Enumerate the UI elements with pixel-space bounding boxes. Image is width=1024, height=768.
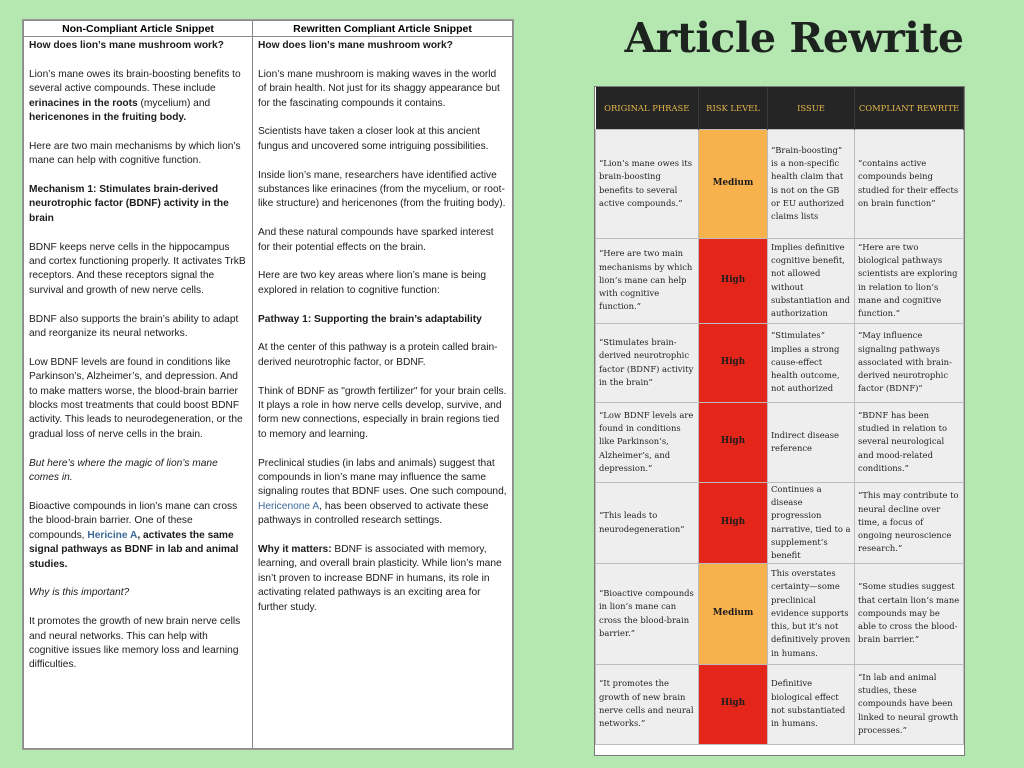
header-risk-level: RISK LEVEL: [699, 87, 768, 129]
issue-cell: Indirect disease reference: [768, 402, 855, 482]
non-compliant-header: Non-Compliant Article Snippet: [24, 21, 253, 37]
risk-level-cell: High: [699, 238, 768, 323]
original-phrase-cell: “This leads to neurodegeneration”: [596, 482, 699, 563]
text-run: Preclinical studies (in labs and animals) suggest that compounds in lion’s mane may influence the same signaling routes that BDNF uses. One such compound,: [258, 457, 507, 498]
non-compliant-snippet: [24, 37, 253, 749]
text-run: , activates the same signal pathways as BDNF in lab and animal studies.: [29, 529, 239, 570]
risk-table-row: [596, 482, 964, 563]
header-issue: ISSUE: [768, 87, 855, 129]
risk-table-row: [596, 129, 964, 238]
paragraph: Lion’s mane mushroom is making waves in the world of brain health. Not just for its shaggy appearance but for the fascinating compounds it contains.: [258, 68, 500, 109]
risk-level-cell: Medium: [699, 129, 768, 238]
paragraph: But here’s where the magic of lion’s mane comes in.: [29, 457, 218, 484]
article-comparison-document: [22, 19, 514, 750]
paragraph: It promotes the growth of new brain nerve cells and neural networks. This can help with cognitive issues like memory loss and learning difficulties.: [29, 616, 241, 671]
paragraph: And these natural compounds have sparked interest for their potential effects on the brain.: [258, 227, 494, 253]
risk-table-row: [596, 402, 964, 482]
issue-cell: “Stimulates” implies a strong cause-effect health outcome, not authorized: [768, 323, 855, 402]
risk-level-cell: High: [699, 323, 768, 402]
paragraph: Why is this important?: [29, 587, 130, 599]
rewrite-risk-table: [594, 86, 965, 756]
compliant-rewrite-cell: “In lab and animal studies, these compounds have been linked to neural growth processes.”: [855, 664, 964, 744]
section-heading: How does lion’s mane mushroom work?: [258, 40, 453, 51]
risk-table-row: [596, 563, 964, 664]
paragraph: [258, 543, 507, 615]
paragraph: [29, 68, 247, 126]
risk-level-cell: High: [699, 402, 768, 482]
compliant-header: Rewritten Compliant Article Snippet: [253, 21, 513, 37]
issue-cell: Implies definitive cognitive benefit, not allowed without substantiation and authorization: [768, 238, 855, 323]
paragraph: Inside lion’s mane, researchers have identified active substances like erinacines (from the mycelium, or root-like structure) and hericenones (from the fruiting body).: [258, 169, 506, 210]
compliant-rewrite-cell: “BDNF has been studied in relation to several neurological and mood-related conditions.”: [855, 402, 964, 482]
original-phrase-cell: “Here are two main mechanisms by which lion’s mane can help with cognitive function.”: [596, 238, 699, 323]
compliant-rewrite-cell: “May influence signaling pathways associated with brain-derived neurotrophic factor (BDNF)”: [855, 323, 964, 402]
risk-level-cell: High: [699, 664, 768, 744]
page-title: Article Rewrite: [624, 14, 964, 62]
header-original-phrase: ORIGINAL PHRASE: [596, 87, 699, 129]
original-phrase-cell: “Stimulates brain-derived neurotrophic factor (BDNF) activity in the brain”: [596, 323, 699, 402]
text-run: erinacines in the roots: [29, 97, 138, 109]
paragraph: BDNF also supports the brain’s ability to adapt and reorganize its neural networks.: [29, 313, 239, 340]
original-phrase-cell: “It promotes the growth of new brain nerve cells and neural networks.”: [596, 664, 699, 744]
compliant-rewrite-cell: “Some studies suggest that certain lion’s mane compounds may be able to cross the blood-brain barrier.”: [855, 563, 964, 664]
text-run: Bioactive compounds in lion’s mane can cross the blood-brain barrier. One of these compounds,: [29, 500, 238, 541]
paragraph: [29, 500, 247, 572]
paragraph: At the center of this pathway is a protein called brain-derived neurotrophic factor, or BDNF.: [258, 342, 498, 368]
issue-cell: Continues a disease progression narrative, tied to a supplement’s benefit: [768, 482, 855, 563]
text-run: (mycelium) and: [137, 97, 211, 109]
paragraph: Here are two main mechanisms by which lion’s mane can help with cognitive function.: [29, 140, 241, 167]
risk-table-row: [596, 323, 964, 402]
section-heading: How does lion’s mane mushroom work?: [29, 40, 224, 51]
subheading: Mechanism 1: Stimulates brain-derived neurotrophic factor (BDNF) activity in the brain: [29, 184, 229, 224]
subheading: Pathway 1: Supporting the brain’s adaptability: [258, 313, 482, 325]
risk-table-row: [596, 238, 964, 323]
paragraph: [258, 457, 507, 529]
issue-cell: This overstates certainty—some preclinical evidence supports this, but it’s not definitively proven in humans.: [768, 563, 855, 664]
original-phrase-cell: “Bioactive compounds in lion’s mane can cross the blood-brain barrier.”: [596, 563, 699, 664]
original-phrase-cell: “Lion’s mane owes its brain-boosting benefits to several active compounds.”: [596, 129, 699, 238]
text-run: Lion’s mane owes its brain-boosting benefits to several active compounds. These include: [29, 68, 241, 95]
risk-level-cell: High: [699, 482, 768, 563]
risk-level-cell: Medium: [699, 563, 768, 664]
compliant-rewrite-cell: “This may contribute to neural decline over time, a focus of ongoing neuroscience research.”: [855, 482, 964, 563]
original-phrase-cell: “Low BDNF levels are found in conditions like Parkinson’s, Alzheimer’s, and depression.”: [596, 402, 699, 482]
text-run: , has been observed to activate these pathways in controlled research settings.: [258, 500, 489, 527]
issue-cell: “Brain-boosting” is a non-specific health claim that is not on the GB or EU authorized claims lists: [768, 129, 855, 238]
text-run: BDNF is associated with memory, learning, and overall brain plasticity. While lion’s mane isn’t proven to increase BDNF in humans, its role in activating related pathways is an exciting area for further study.: [258, 544, 502, 613]
compliant-snippet: [253, 37, 513, 749]
compliant-rewrite-cell: “contains active compounds being studied for their effects on brain function”: [855, 129, 964, 238]
risk-table-row: [596, 664, 964, 744]
header-compliant-rewrite: COMPLIANT REWRITE: [855, 87, 964, 129]
compound-link[interactable]: Hericenone A: [258, 500, 320, 512]
text-run: hericenones in the fruiting body.: [29, 112, 187, 124]
table-header-row: [596, 87, 964, 129]
compound-link[interactable]: Hericine A: [87, 529, 138, 541]
issue-cell: Definitive biological effect not substantiated in humans.: [768, 664, 855, 744]
text-run: Why it matters:: [258, 544, 332, 556]
paragraph: Low BDNF levels are found in conditions like Parkinson’s, Alzheimer’s, and depression. And to make matters worse, the blood-brain barrier blocks most treatments that could boost BDNF activity. This leads to neurodegeneration, or the gradual loss of nerve cells in the brain.: [29, 356, 243, 440]
paragraph: BDNF keeps nerve cells in the hippocampus and cortex functioning properly. It activates TrkB receptors. And these receptors signal the survival and growth of new nerve cells.: [29, 241, 246, 296]
paragraph: Scientists have taken a closer look at this ancient fungus and uncovered some intriguing possibilities.: [258, 126, 489, 152]
compliant-rewrite-cell: “Here are two biological pathways scientists are exploring in relation to lion’s mane and cognitive function.”: [855, 238, 964, 323]
comparison-table: [23, 20, 513, 749]
paragraph: Here are two key areas where lion’s mane is being explored in relation to cognitive function:: [258, 270, 487, 296]
paragraph: Think of BDNF as "growth fertilizer" for your brain cells. It plays a role in how nerve cells develop, survive, and form new connections, especially in brain regions tied to memory and learning.: [258, 385, 507, 440]
